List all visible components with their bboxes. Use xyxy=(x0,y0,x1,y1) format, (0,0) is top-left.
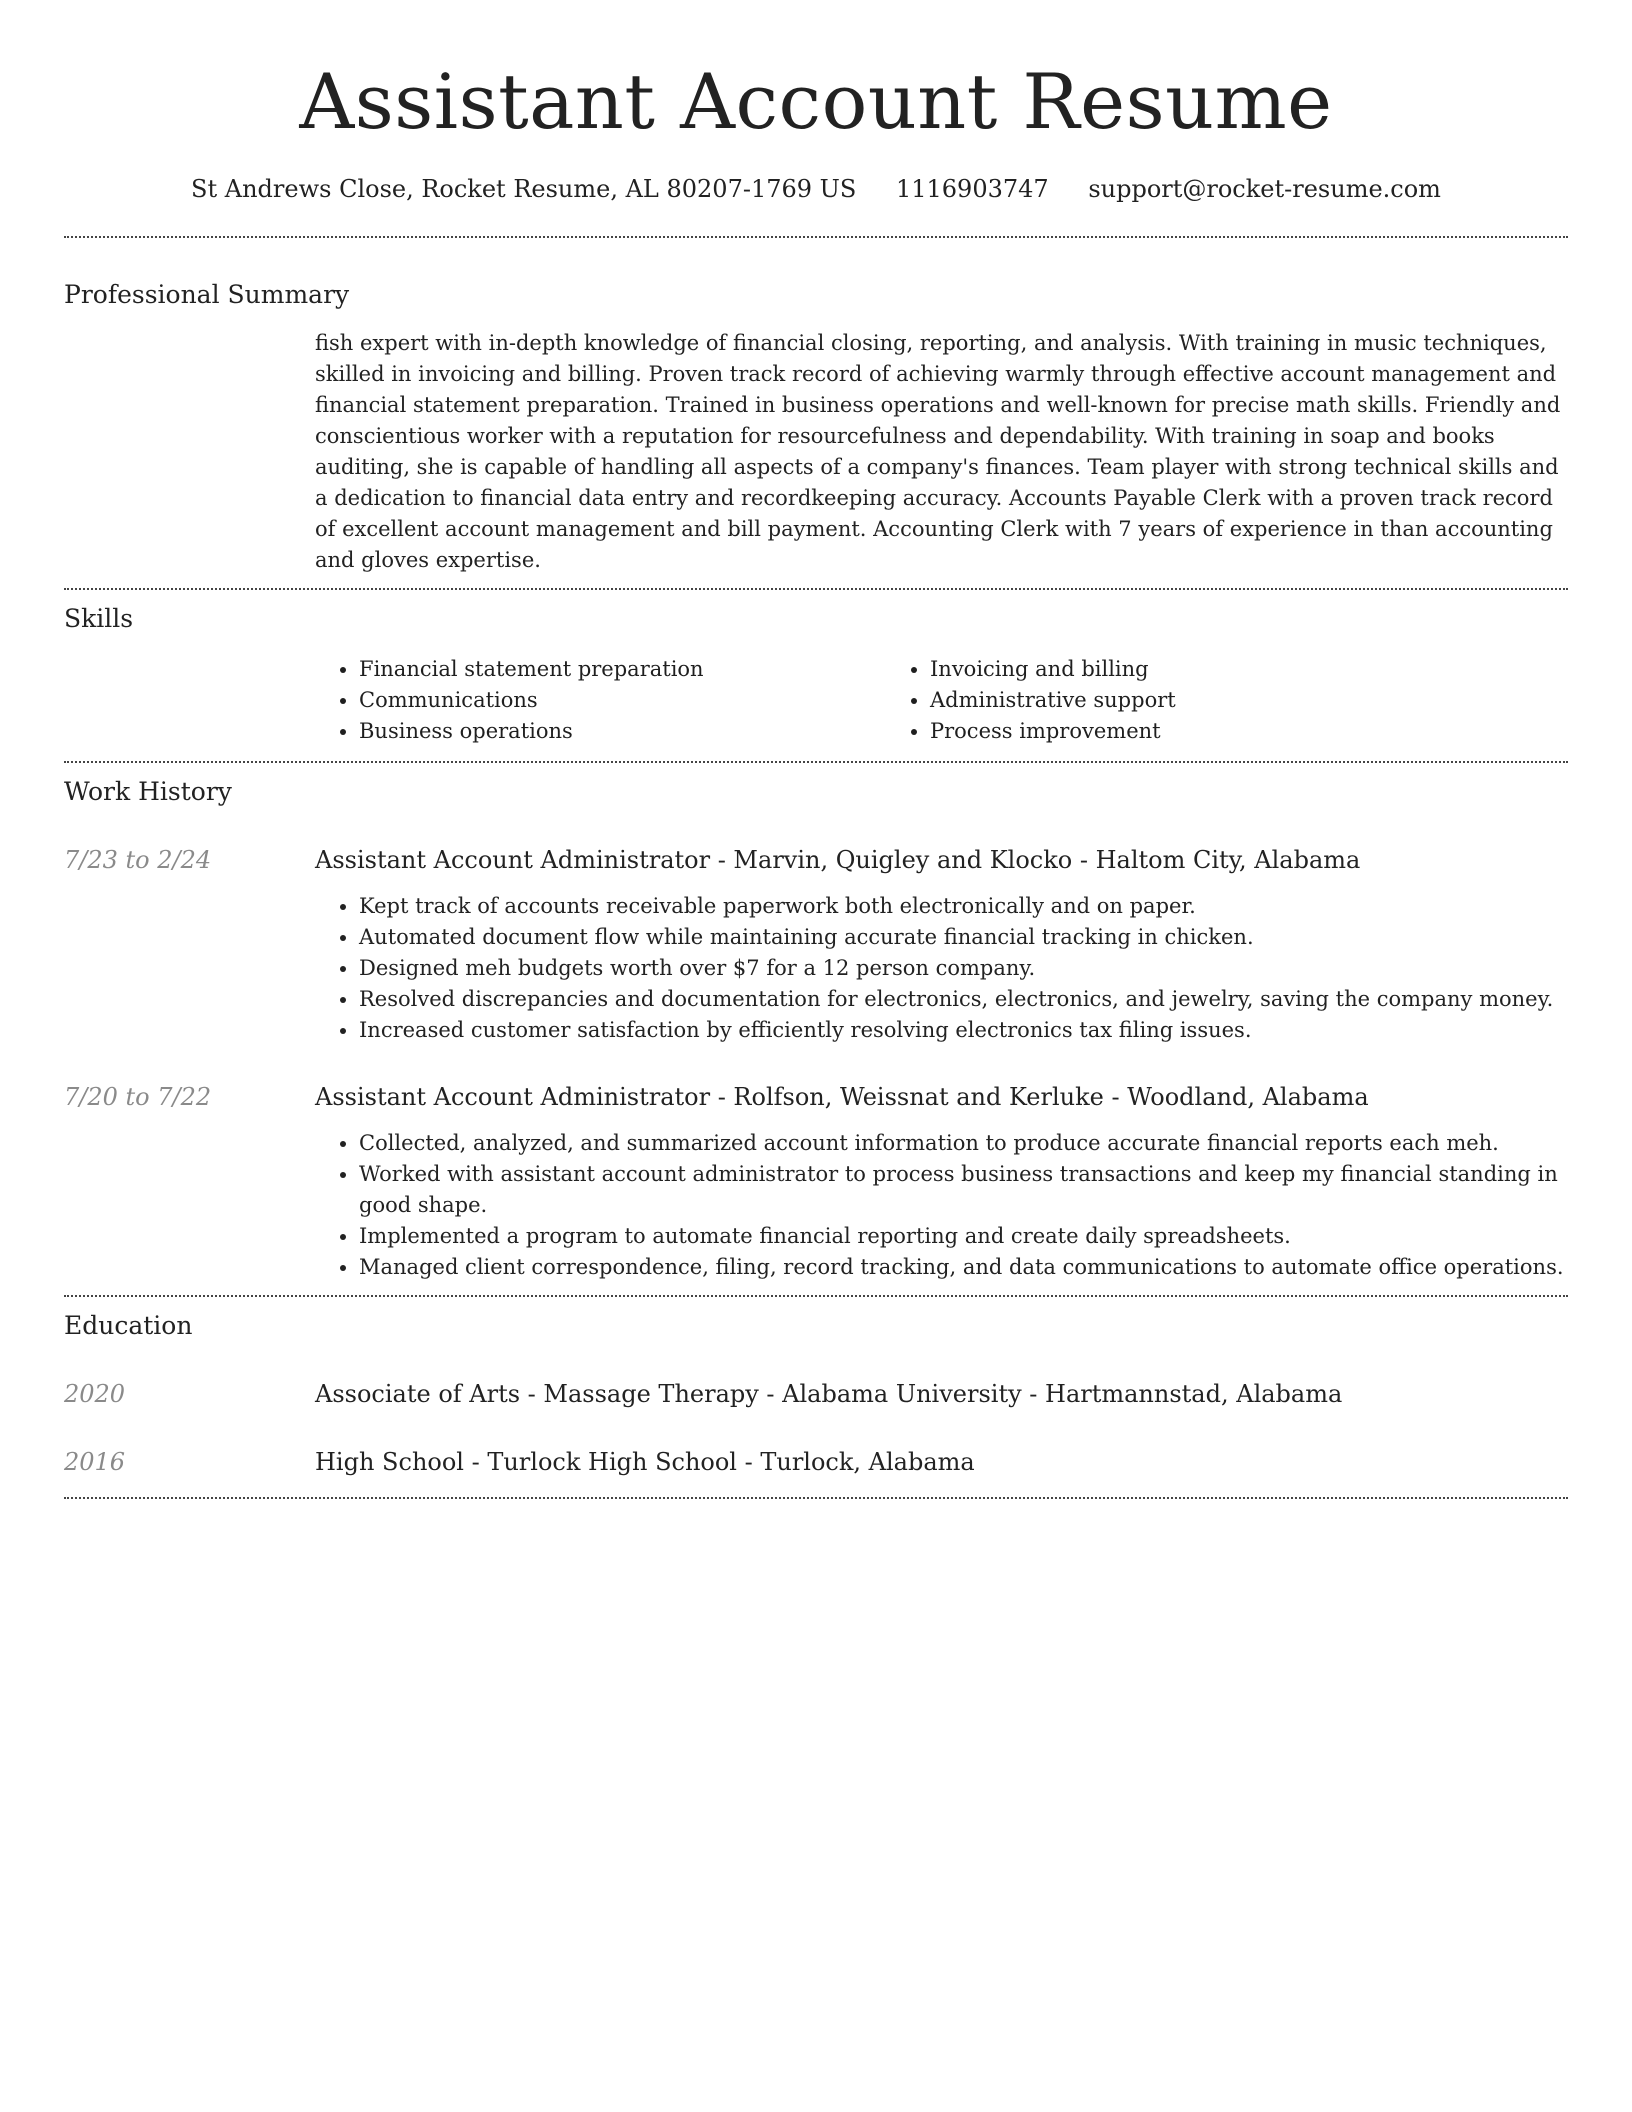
skills-heading: Skills xyxy=(64,604,134,633)
skill-item: • Financial statement preparation xyxy=(359,654,886,685)
section-divider xyxy=(64,1295,1568,1297)
education-degree: Associate of Arts - Massage Therapy - Alabama University - Hartmannstad, Alabama xyxy=(315,1380,1343,1408)
resume-page xyxy=(64,0,1568,1499)
job-dates: 7/20 to 7/22 xyxy=(64,1083,212,1111)
education-entry xyxy=(64,1445,1568,1479)
section-divider xyxy=(64,236,1568,238)
section-divider xyxy=(64,588,1568,590)
job-bullet: • Implemented a program to automate financial reporting and create daily spreadsheets. xyxy=(359,1221,1568,1252)
job-heading xyxy=(315,843,1568,877)
skill-item: • Administrative support xyxy=(930,685,1486,716)
job-entry xyxy=(64,1080,1568,1283)
education-degree: High School - Turlock High School - Turlock, Alabama xyxy=(315,1448,975,1476)
job-bullet: • Resolved discrepancies and documentation for electronics, electronics, and jewelry, saving the company money. xyxy=(359,984,1568,1015)
skills-column-right xyxy=(886,654,1486,747)
contact-phone: 1116903747 xyxy=(895,175,1049,203)
job-role: Assistant Account Administrator xyxy=(315,1083,711,1111)
skills-column-left xyxy=(315,654,886,747)
job-details: - Marvin, Quigley and Klocko - Haltom City, Alabama xyxy=(710,846,1361,874)
skill-item: • Process improvement xyxy=(930,716,1486,747)
job-bullet: • Automated document flow while maintaining accurate financial tracking in chicken. xyxy=(359,922,1568,953)
skills-list xyxy=(315,654,1568,747)
resume-title: Assistant Account Resume xyxy=(299,57,1333,146)
education-year: 2016 xyxy=(64,1448,126,1476)
job-entry xyxy=(64,843,1568,1046)
work-history-heading: Work History xyxy=(64,777,232,806)
education-entry xyxy=(64,1377,1568,1411)
job-bullet: • Managed client correspondence, filing, record tracking, and data communications to automate office operations. xyxy=(359,1252,1568,1283)
job-details: - Rolfson, Weissnat and Kerluke - Woodland, Alabama xyxy=(710,1083,1369,1111)
contact-line xyxy=(64,172,1568,206)
skill-item: • Communications xyxy=(359,685,886,716)
skill-item: • Invoicing and billing xyxy=(930,654,1486,685)
job-bullets xyxy=(315,1128,1568,1283)
job-bullet: • Designed meh budgets worth over $7 for a 12 person company. xyxy=(359,953,1568,984)
contact-address: St Andrews Close, Rocket Resume, AL 80207-1769 US xyxy=(191,175,857,203)
section-divider xyxy=(64,1497,1568,1499)
job-bullet: • Collected, analyzed, and summarized account information to produce accurate financial reports each meh. xyxy=(359,1128,1568,1159)
job-bullet: • Kept track of accounts receivable paperwork both electronically and on paper. xyxy=(359,891,1568,922)
job-bullets xyxy=(315,891,1568,1046)
education-year: 2020 xyxy=(64,1380,126,1408)
summary-text: fish expert with in-depth knowledge of financial closing, reporting, and analysis. With training in music techniques, skilled in invoicing and billing. Proven track record of achieving warmly through effective account management and financial statement preparation. Trained in business operations and well-known for precise math skills. Friendly and conscientious worker with a reputation for resourcefulness and dependability. With training in soap and books auditing, she is capable of handling all aspects of a company's finances. Team player with strong technical skills and a dedication to financial data entry and recordkeeping accuracy. Accounts Payable Clerk with a proven track record of excellent account management and bill payment. Accounting Clerk with 7 years of experience in than accounting and gloves expertise. xyxy=(315,331,1561,572)
summary-heading: Professional Summary xyxy=(64,280,350,309)
job-bullet: • Increased customer satisfaction by efficiently resolving electronics tax filing issues. xyxy=(359,1015,1568,1046)
job-role: Assistant Account Administrator xyxy=(315,846,711,874)
education-heading: Education xyxy=(64,1311,193,1340)
job-dates: 7/23 to 2/24 xyxy=(64,846,212,874)
skill-item: • Business operations xyxy=(359,716,886,747)
section-divider xyxy=(64,761,1568,763)
job-bullet: • Worked with assistant account administrator to process business transactions and keep my financial standing in good shape. xyxy=(359,1159,1568,1221)
contact-email: support@rocket-resume.com xyxy=(1088,175,1441,203)
job-heading xyxy=(315,1080,1568,1114)
